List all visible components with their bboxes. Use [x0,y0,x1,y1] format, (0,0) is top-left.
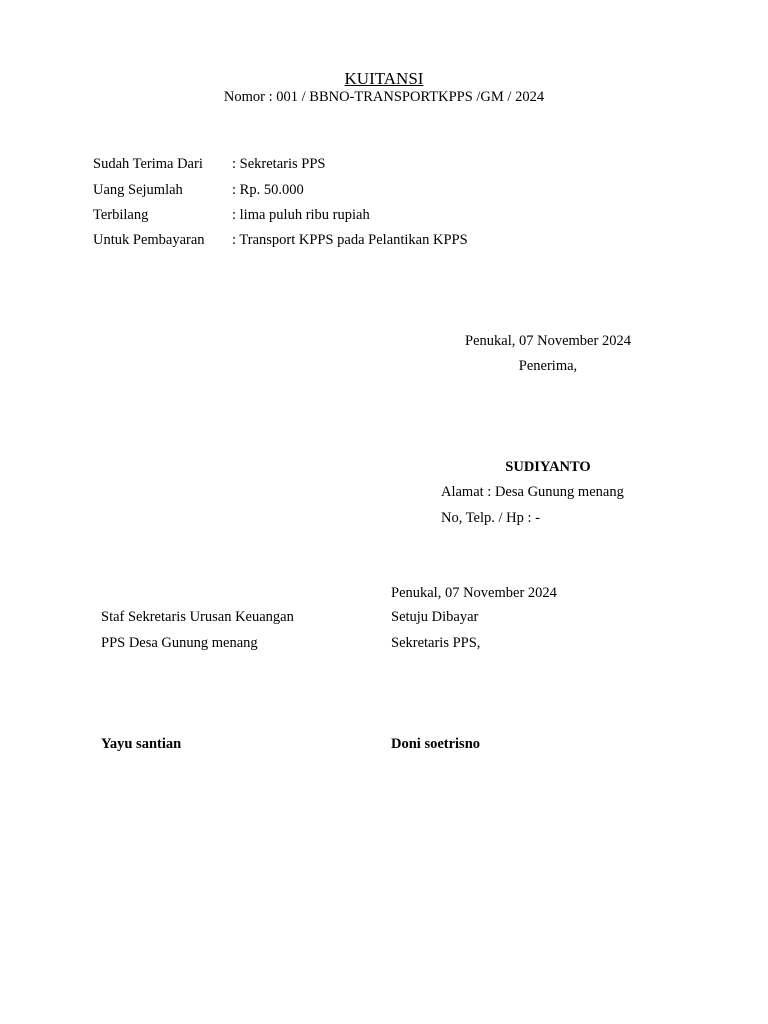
field-value-amount: : Rp. 50.000 [232,182,304,198]
document-title: KUITANSI [344,69,424,88]
receiver-phone: No, Telp. / Hp : - [441,510,541,526]
approver-role: Sekretaris PPS, [391,635,481,651]
approval-place-date: Penukal, 07 November 2024 [391,585,557,601]
field-label-amount: Uang Sejumlah [93,182,183,198]
finance-staff-name: Yayu santian [101,736,182,752]
receiver-address: Alamat : Desa Gunung menang [441,484,624,500]
field-value-amount-in-words: : lima puluh ribu rupiah [232,207,370,223]
receiver-role: Penerima, [518,358,578,374]
field-value-payment-for: : Transport KPPS pada Pelantikan KPPS [232,232,468,248]
field-label-received-from: Sudah Terima Dari [93,156,203,172]
finance-staff-organization: PPS Desa Gunung menang [101,635,258,651]
receipt-number: Nomor : 001 / BBNO-TRANSPORTKPPS /GM / 2024 [223,89,545,105]
finance-staff-role: Staf Sekretaris Urusan Keuangan [101,609,294,625]
field-label-payment-for: Untuk Pembayaran [93,232,205,248]
approver-name: Doni soetrisno [391,736,481,752]
approval-status: Setuju Dibayar [391,609,479,625]
receiver-name: SUDIYANTO [505,459,591,475]
receiver-place-date: Penukal, 07 November 2024 [465,333,631,349]
field-label-amount-in-words: Terbilang [93,207,149,223]
field-value-received-from: : Sekretaris PPS [232,156,326,172]
